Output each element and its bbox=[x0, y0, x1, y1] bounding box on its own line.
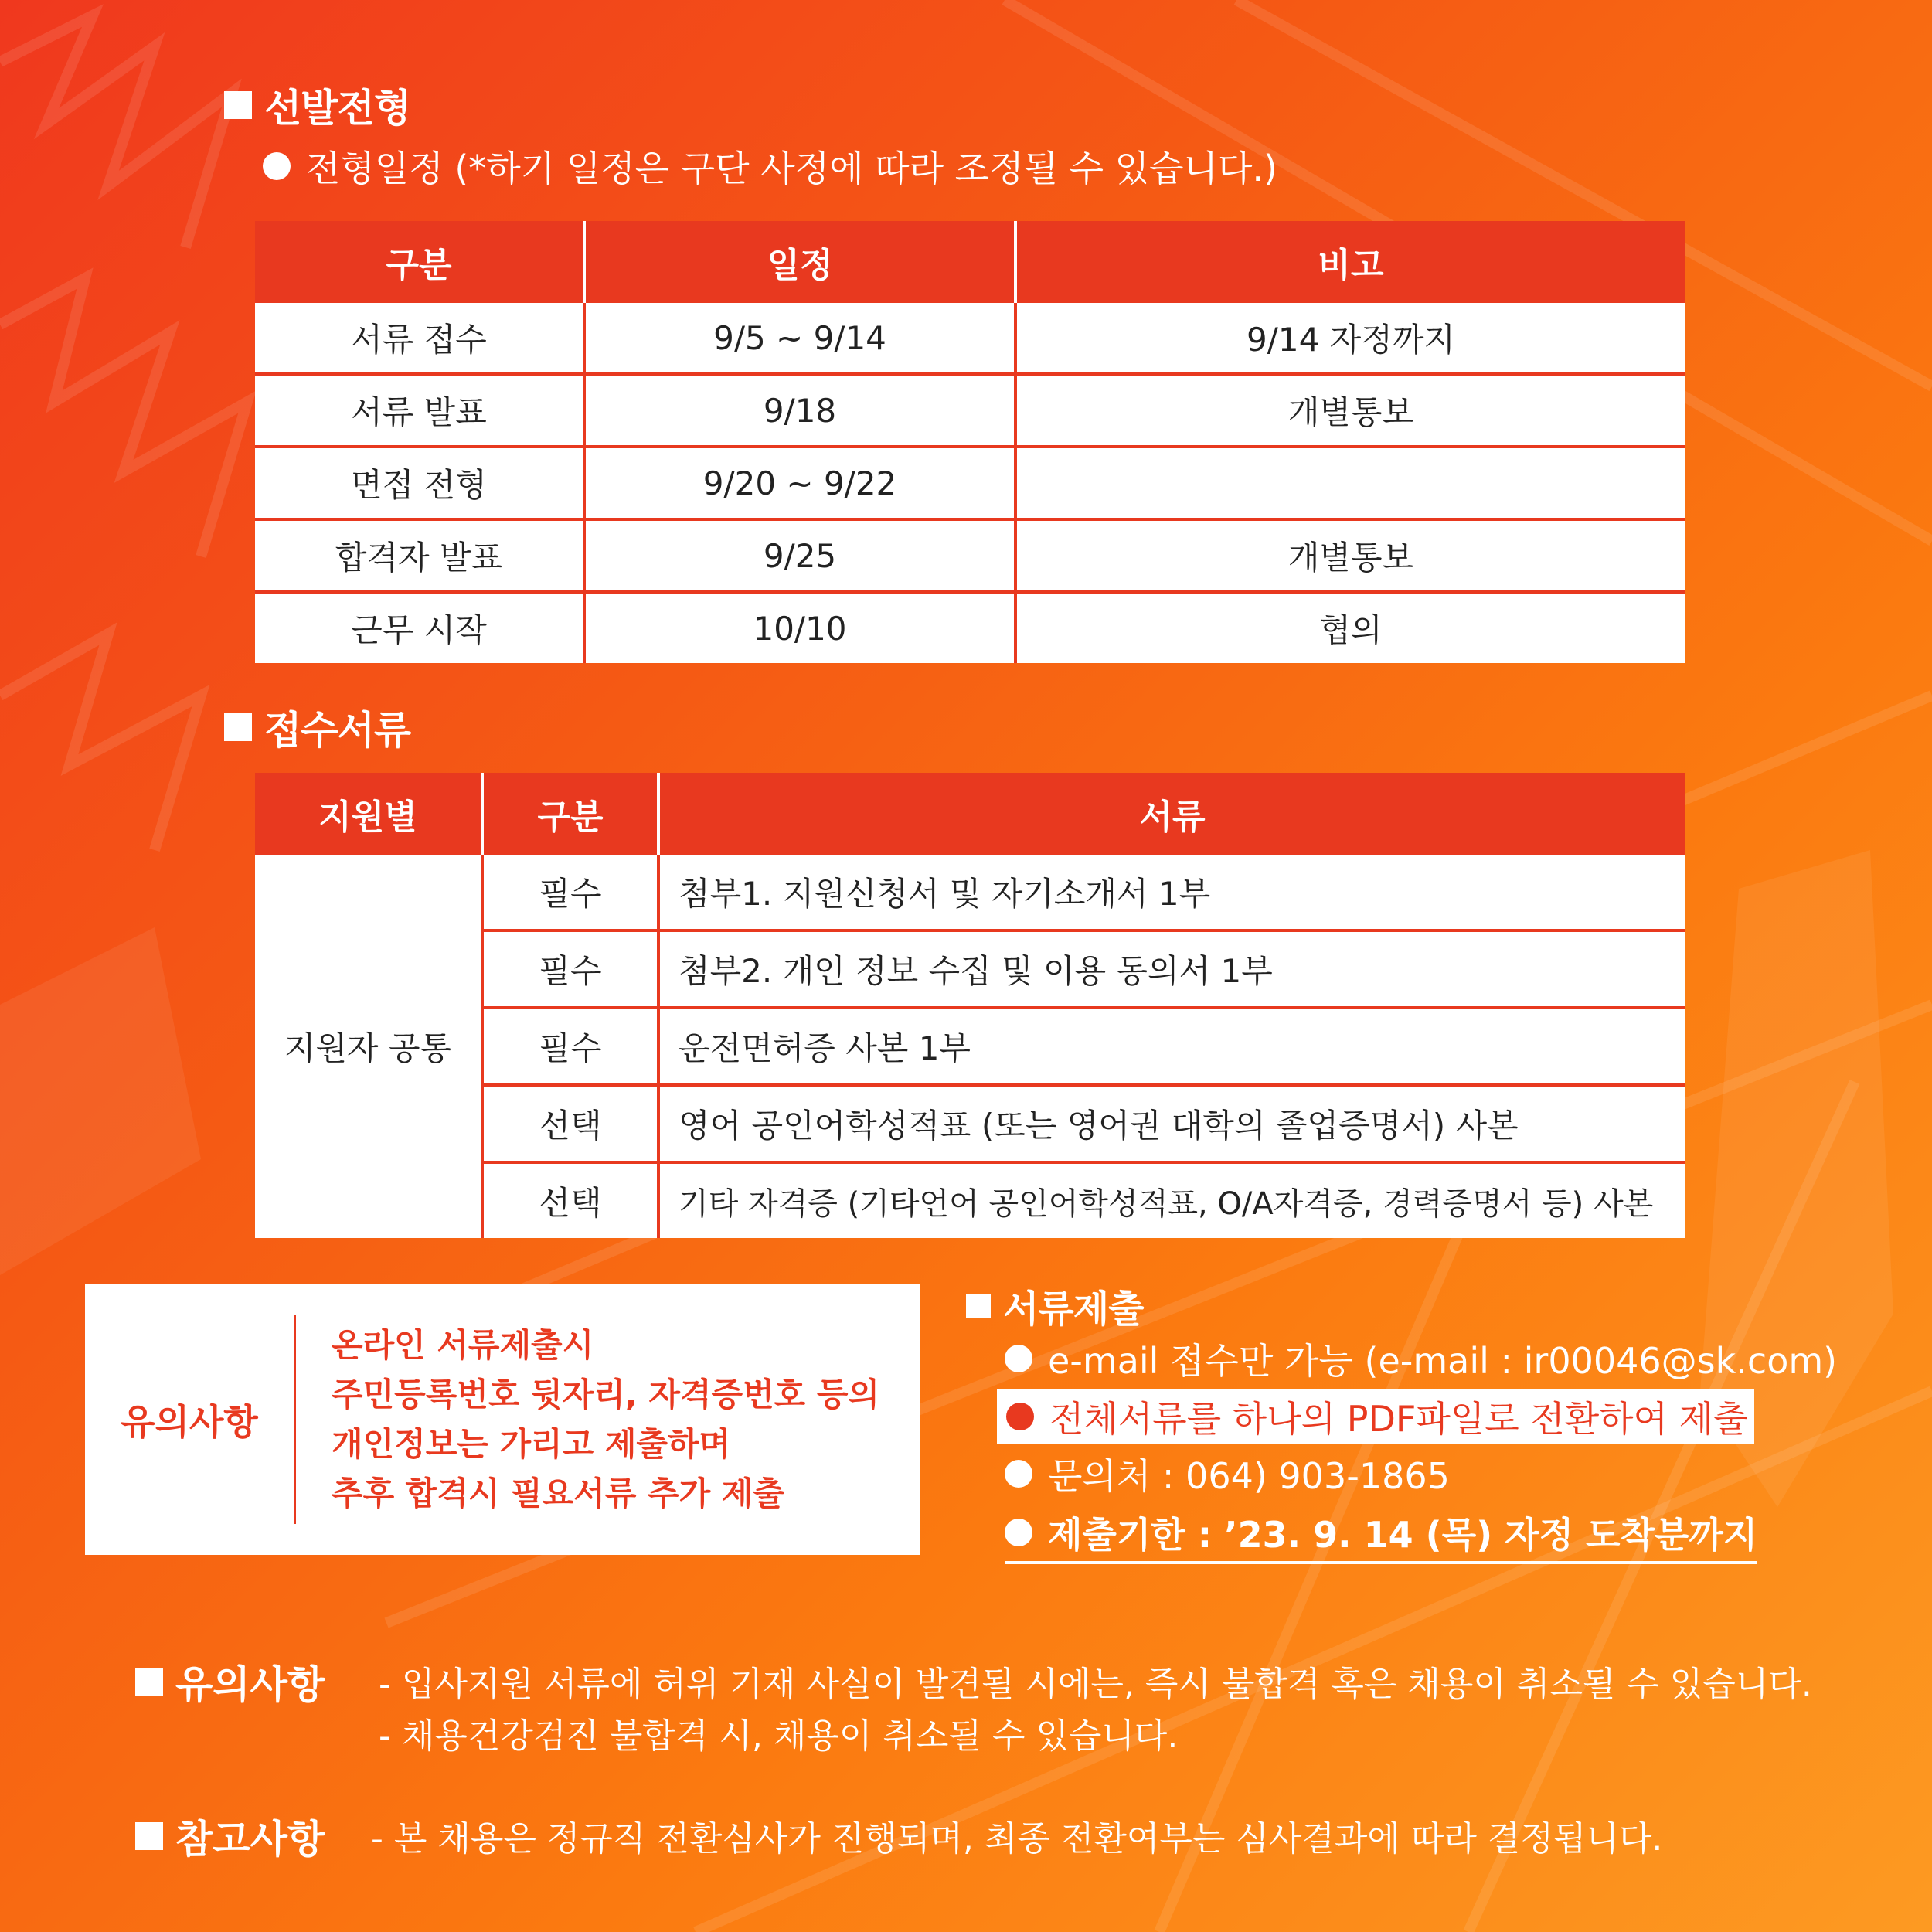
submission-contact-text: 문의처 : 064) 903-1865 bbox=[1048, 1455, 1450, 1497]
notice-text bbox=[296, 1321, 879, 1519]
cell-category: 서류 발표 bbox=[255, 374, 584, 447]
submission-deadline-text: 제출기한 : ’23. 9. 14 (목) 자정 도착분까지 bbox=[1048, 1514, 1758, 1556]
notice-label: 유의사항 bbox=[121, 1401, 258, 1443]
circle-bullet-icon bbox=[263, 152, 291, 180]
header-type: 구분 bbox=[482, 773, 658, 855]
notice-line: 추후 합격시 필요서류 추가 제출 bbox=[332, 1475, 784, 1512]
notice-box bbox=[85, 1284, 920, 1555]
circle-bullet-icon bbox=[1006, 1403, 1034, 1430]
cautions-title-text: 유의사항 bbox=[175, 1662, 325, 1707]
table-row bbox=[255, 855, 1685, 930]
submission-pdf-text: 전체서류를 하나의 PDF파일로 전환하여 제출 bbox=[1049, 1398, 1748, 1440]
square-bullet-icon bbox=[135, 1668, 163, 1696]
cell-type: 선택 bbox=[482, 1162, 658, 1238]
cell-document: 첨부1. 지원신청서 및 자기소개서 1부 bbox=[679, 875, 1211, 913]
cell-type: 필수 bbox=[482, 930, 658, 1008]
square-bullet-icon bbox=[224, 91, 252, 119]
cell-date: 9/25 bbox=[584, 519, 1015, 592]
submission-contact-line bbox=[1005, 1448, 1450, 1499]
selection-title-text: 선발전형 bbox=[264, 86, 411, 131]
header-document: 서류 bbox=[658, 773, 1685, 855]
cell-document: 영어 공인어학성적표 (또는 영어권 대학의 졸업증명서) 사본 bbox=[658, 1085, 1685, 1162]
header-category: 구분 bbox=[255, 221, 584, 303]
cell-category: 서류 접수 bbox=[255, 303, 584, 374]
documents-title-text: 접수서류 bbox=[264, 708, 411, 753]
submission-deadline-line bbox=[1005, 1507, 1757, 1564]
header-note: 비고 bbox=[1015, 221, 1685, 303]
circle-bullet-icon bbox=[1005, 1519, 1032, 1546]
cell-type: 선택 bbox=[482, 1085, 658, 1162]
cell-category: 근무 시작 bbox=[255, 592, 584, 663]
cell-category: 합격자 발표 bbox=[255, 519, 584, 592]
schedule-note bbox=[263, 141, 1277, 192]
cautions-section-title bbox=[135, 1654, 325, 1709]
submission-section-title bbox=[966, 1279, 1143, 1332]
cell-document: 첨부2. 개인 정보 수집 및 이용 동의서 1부 bbox=[658, 930, 1685, 1008]
cell-note: 개별통보 bbox=[1015, 374, 1685, 447]
schedule-note-text: 전형일정 (*하기 일정은 구단 사정에 따라 조정될 수 있습니다.) bbox=[306, 148, 1277, 189]
submission-email-line bbox=[1005, 1333, 1837, 1384]
circle-bullet-icon bbox=[1005, 1460, 1032, 1488]
cell-date: 10/10 bbox=[584, 592, 1015, 663]
cell-applicant-group: 지원자 공통 bbox=[255, 855, 482, 1238]
notice-line: 개인정보는 가리고 제출하며 bbox=[332, 1425, 731, 1463]
cell-note: 개별통보 bbox=[1015, 519, 1685, 592]
documents-section-title bbox=[224, 699, 410, 755]
cell-category: 면접 전형 bbox=[255, 447, 584, 519]
table-header-row bbox=[255, 773, 1685, 855]
schedule-table bbox=[255, 221, 1685, 663]
table-row bbox=[255, 592, 1685, 663]
reference-line: - 본 채용은 정규직 전환심사가 진행되며, 최종 전환여부는 심사결과에 따라 결정됩니다. bbox=[371, 1819, 1663, 1859]
cell-date: 9/5 ~ 9/14 bbox=[584, 303, 1015, 374]
square-bullet-icon bbox=[966, 1294, 991, 1318]
square-bullet-icon bbox=[135, 1822, 163, 1850]
notice-line: 주민등록번호 뒷자리, 자격증번호 등의 bbox=[332, 1376, 879, 1413]
cell-note: 9/14 자정까지 bbox=[1247, 321, 1455, 359]
table-row bbox=[255, 447, 1685, 519]
notice-line: 온라인 서류제출시 bbox=[332, 1326, 594, 1364]
submission-email-text: e-mail 접수만 가능 (e-mail : ir00046@sk.com) bbox=[1048, 1340, 1838, 1382]
submission-title-text: 서류제출 bbox=[1003, 1287, 1144, 1331]
caution-line: - 채용건강검진 불합격 시, 채용이 취소될 수 있습니다. bbox=[379, 1716, 1179, 1756]
cell-date: 9/18 bbox=[584, 374, 1015, 447]
documents-table bbox=[255, 773, 1685, 1238]
header-date: 일정 bbox=[584, 221, 1015, 303]
circle-bullet-icon bbox=[1005, 1345, 1032, 1372]
cell-document: 기타 자격증 (기타언어 공인어학성적표, O/A자격증, 경력증명서 등) 사본 bbox=[658, 1162, 1685, 1238]
table-row bbox=[255, 303, 1685, 374]
reference-title-text: 참고사항 bbox=[175, 1817, 325, 1862]
cell-note: 협의 bbox=[1015, 592, 1685, 663]
table-row bbox=[255, 519, 1685, 592]
table-row bbox=[255, 374, 1685, 447]
cell-document: 운전면허증 사본 1부 bbox=[658, 1008, 1685, 1085]
selection-section-title bbox=[224, 77, 410, 133]
cell-type: 필수 bbox=[482, 1008, 658, 1085]
table-header-row bbox=[255, 221, 1685, 303]
reference-section-title bbox=[135, 1808, 325, 1864]
caution-line: - 입사지원 서류에 허위 기재 사실이 발견될 시에는, 즉시 불합격 혹은 채용이 취소될 수 있습니다. bbox=[379, 1665, 1812, 1704]
cell-note bbox=[1015, 447, 1685, 519]
header-applicant: 지원별 bbox=[255, 773, 482, 855]
square-bullet-icon bbox=[224, 713, 252, 741]
submission-pdf-line bbox=[997, 1389, 1754, 1444]
cell-type: 필수 bbox=[482, 855, 658, 930]
cell-date: 9/20 ~ 9/22 bbox=[584, 447, 1015, 519]
